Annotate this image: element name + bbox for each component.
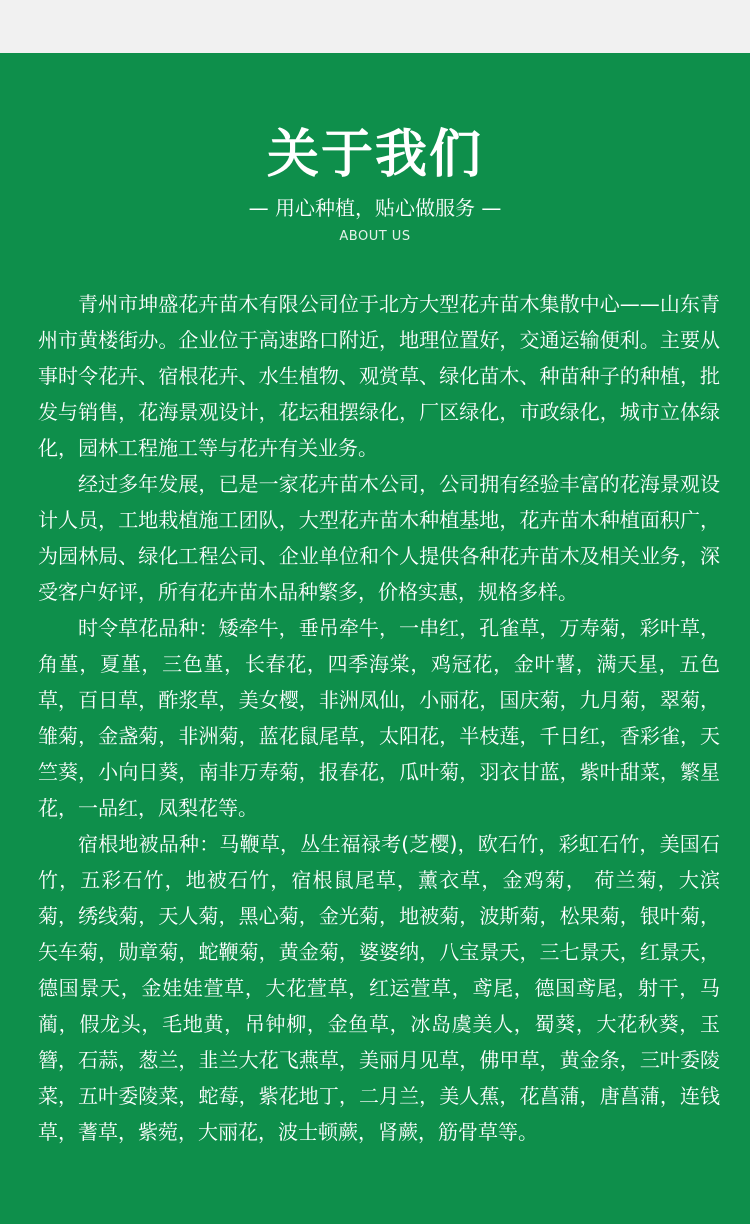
top-bar [0,0,750,53]
english-subtitle: ABOUT US [339,229,411,244]
page-title: 关于我们 [266,125,483,185]
paragraph-seasonal-flowers: 时令草花品种：矮牵牛，垂吊牵牛，一串红，孔雀草，万寿菊，彩叶草，角堇，夏堇，三色堇，长春花，四季海棠，鸡冠花，金叶薯，满天星，五色草，百日草，酢浆草，美女樱，非洲凤仙，小丽花，国庆菊，九月菊，翠菊，雏菊，金盏菊，非洲菊，蓝花鼠尾草，太阳花，半枝莲，千日红，香彩雀，天竺葵，小向日葵，南非万寿菊，报春花，瓜叶菊，羽衣甘蓝，紫叶甜菜，繁星花，一品红，凤梨花等。 [38,616,720,820]
paragraph-perennial-groundcover: 宿根地被品种：马鞭草，丛生福禄考(芝樱)，欧石竹，彩虹石竹，美国石竹，五彩石竹，地被石竹，宿根鼠尾草，薰衣草，金鸡菊， 荷兰菊，大滨菊，绣线菊，天人菊，黑心菊，金光菊，地被菊，波斯菊，松果菊，银叶菊，矢车菊，勋章菊，蛇鞭菊，黄金菊，婆婆纳，八宝景天，三七景天，红景天，德国景天，金娃娃萱草，大花萱草，红运萱草，鸢尾，德国鸢尾，射干，马蔺，假龙头，毛地黄，吊钟柳，金鱼草，冰岛虞美人，蜀葵，大花秋葵，玉簪，石蒜，葱兰，韭兰大花飞燕草，美丽月见草，佛甲草，黄金条，三叶委陵菜，五叶委陵菜，蛇莓，紫花地丁，二月兰，美人蕉，花菖蒲，唐菖蒲，连钱草，蓍草，紫菀，大丽花，波士顿蕨，肾蕨，筋骨草等。 [38,832,720,1144]
about-us-panel [0,53,750,1224]
company-description [38,286,720,1150]
paragraph-company-intro: 青州市坤盛花卉苗木有限公司位于北方大型花卉苗木集散中心——山东青州市黄楼街办。企业位于高速路口附近，地理位置好，交通运输便利。主要从事时令花卉、宿根花卉、水生植物、观赏草、绿化苗木、种苗种子的种植，批发与销售，花海景观设计，花坛租摆绿化，厂区绿化，市政绿化，城市立体绿化，园林工程施工等与花卉有关业务。 [38,292,720,460]
page-subtitle: — 用心种植，贴心做服务 — [248,196,502,220]
paragraph-company-development: 经过多年发展，已是一家花卉苗木公司，公司拥有经验丰富的花海景观设计人员，工地栽植施工团队，大型花卉苗木种植基地，花卉苗木种植面积广，为园林局、绿化工程公司、企业单位和个人提供各种花卉苗木及相关业务，深受客户好评，所有花卉苗木品种繁多，价格实惠，规格多样。 [38,472,720,604]
